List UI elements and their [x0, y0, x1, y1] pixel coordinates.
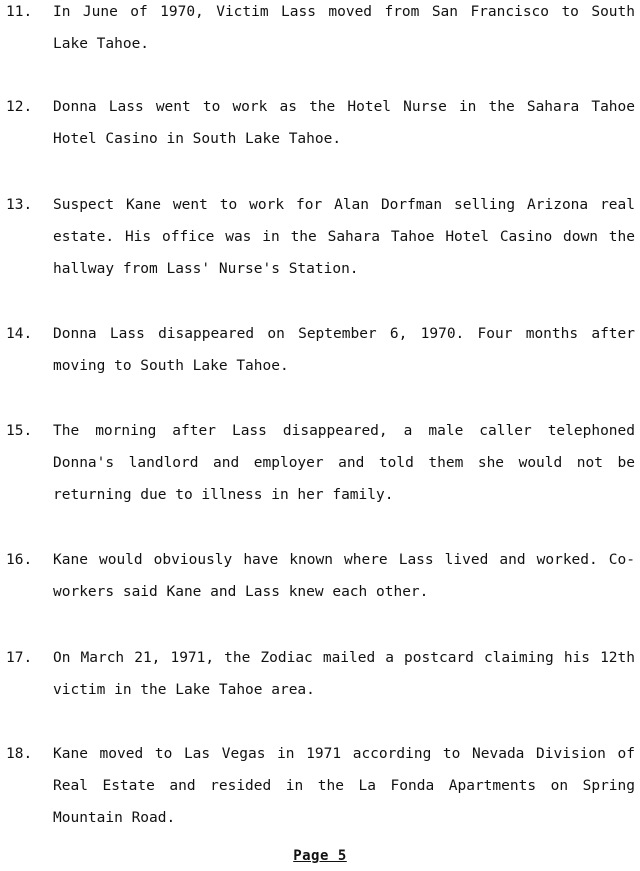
paragraph-text: Donna Lass went to work as the Hotel Nurse in the Sahara Tahoe Hotel Casino in South Lake Tahoe. — [53, 99, 635, 147]
paragraph-text: The morning after Lass disappeared, a male caller telephoned Donna's landlord and employer and told them she would not be returning due to illness in her family. — [53, 423, 635, 503]
paragraph-number: 18. — [6, 746, 33, 762]
paragraph-number: 13. — [6, 197, 33, 213]
paragraph-text: Kane would obviously have known where Lass lived and worked. Co-workers said Kane and Lass knew each other. — [53, 552, 635, 600]
paragraph-number: 14. — [6, 326, 33, 342]
paragraph-text: On March 21, 1971, the Zodiac mailed a postcard claiming his 12th victim in the Lake Tahoe area. — [53, 650, 635, 698]
page-number: Page 5 — [293, 848, 347, 864]
paragraph-text: Donna Lass disappeared on September 6, 1970. Four months after moving to South Lake Tahoe. — [53, 326, 635, 374]
paragraph-text: In June of 1970, Victim Lass moved from San Francisco to South Lake Tahoe. — [53, 4, 635, 52]
paragraph-text: Kane moved to Las Vegas in 1971 according to Nevada Division of Real Estate and resided in the La Fonda Apartments on Spring Mountain Road. — [53, 746, 635, 826]
paragraph-number: 12. — [6, 99, 33, 115]
paragraph-number: 16. — [6, 552, 33, 568]
paragraph-text: Suspect Kane went to work for Alan Dorfman selling Arizona real estate. His office was in the Sahara Tahoe Hotel Casino down the hallway from Lass' Nurse's Station. — [53, 197, 635, 277]
paragraph-number: 17. — [6, 650, 33, 666]
paragraph-number: 11. — [6, 4, 33, 20]
paragraph-number: 15. — [6, 423, 33, 439]
